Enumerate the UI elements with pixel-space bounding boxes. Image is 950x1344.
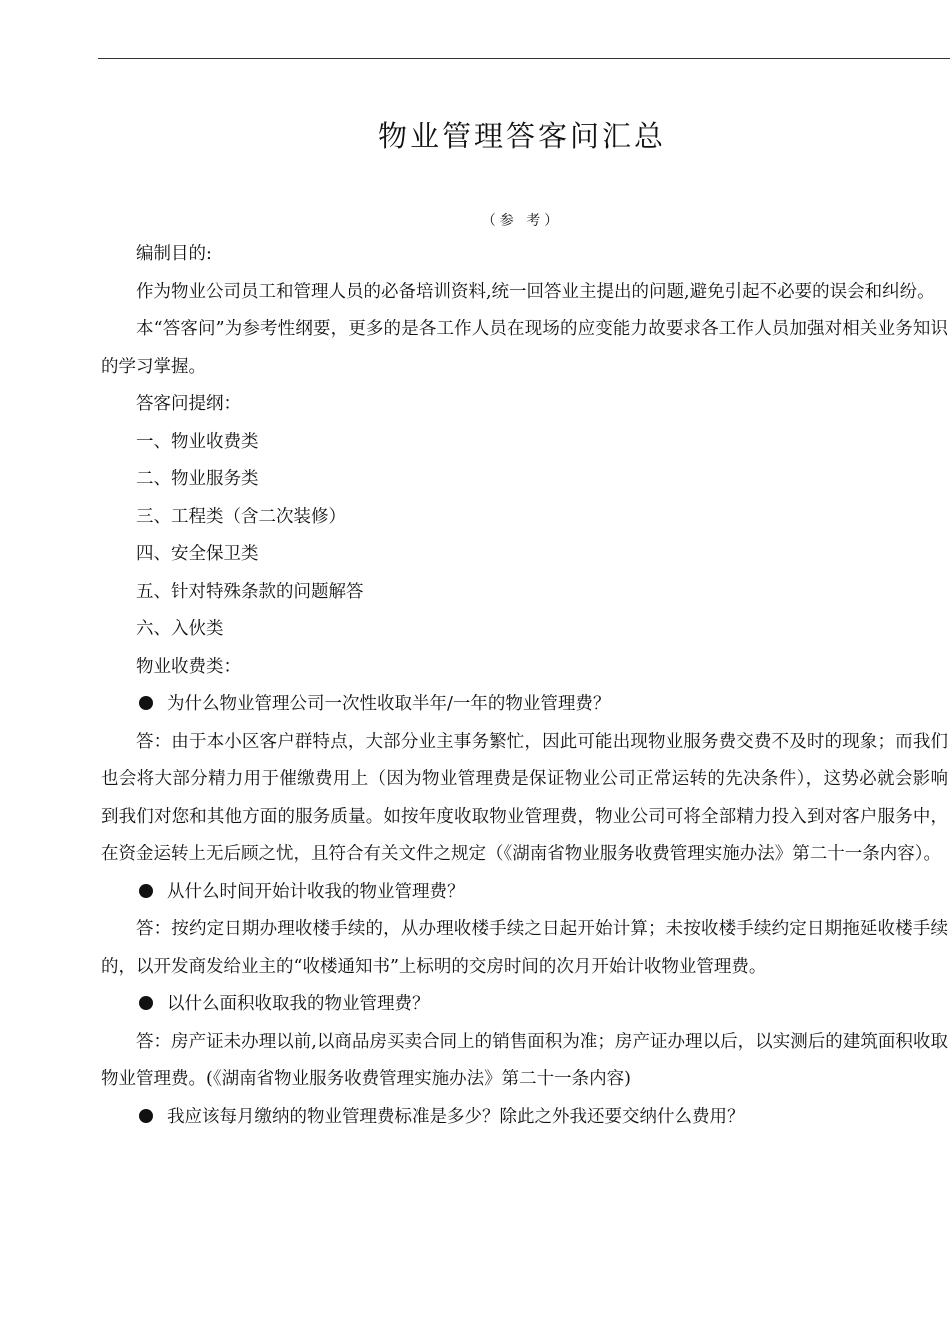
paragraph-text: 一、物业收费类 [136, 431, 259, 452]
bullet-dot-icon [139, 696, 153, 710]
paragraph-text: 答客问提纲： [136, 394, 241, 414]
question-text: 我应该每月缴纳的物业管理费标准是多少？除此之外我还要交纳什么费用？ [167, 1106, 745, 1127]
paragraph-text: 二、物业服务类 [136, 469, 259, 489]
document-body [101, 236, 948, 1136]
paragraph-text: 答：由于本小区客户群特点，大部分业主事务繁忙，因此可能出现物业服务费交费不及时的现象；而我们也会将大部分精力用于催缴费用上（因为物业管理费是保证物业公司正常运转的先决条件），这势必就会影响到我们对您和其他方面的服务质量。如按年度收取物业管理费，物业公司可将全部精力投入到对客户服务中，在资金运转上无后顾之忧，且符合有关文件之规定（《湖南省物业服务收费管理实施办法》第二十一条内容）。 [101, 731, 948, 864]
question-item [101, 686, 948, 724]
paragraph-text: 答：按约定日期办理收楼手续的，从办理收楼手续之日起开始计算；未按收楼手续约定日期拖延收楼手续的，以开发商发给业主的“收楼通知书”上标明的交房时间的次月开始计收物业管理费。 [101, 919, 948, 977]
bullet-dot-icon [139, 1109, 153, 1123]
paragraph-text: 本“答客问”为参考性纲要，更多的是各工作人员在现场的应变能力故要求各工作人员加强对相关业务知识的学习掌握。 [101, 319, 948, 377]
paragraph-text: 三、工程类（含二次装修） [136, 506, 346, 527]
question-text: 以什么面积收取我的物业管理费？ [167, 994, 430, 1014]
paragraph [101, 724, 948, 874]
paragraph-text: 答：房产证未办理以前,以商品房买卖合同上的销售面积为准；房产证办理以后，以实测后的建筑面积收取物业管理费。(《湖南省物业服务收费管理实施办法》第二十一条内容) [101, 1031, 948, 1089]
paragraph [101, 311, 948, 386]
paragraph-text: 物业收费类： [136, 656, 241, 677]
paragraph [101, 424, 948, 462]
paragraph [101, 1024, 948, 1099]
bullet-dot-icon [139, 884, 153, 898]
paragraph-text: 编制目的: [136, 244, 212, 264]
question-item [101, 1099, 948, 1137]
paragraph-text: 四、安全保卫类 [136, 544, 259, 564]
paragraph-text: 作为物业公司员工和管理人员的必备培训资料,统一回答业主提出的问题,避免引起不必要的误会和纠纷。 [136, 281, 935, 302]
paragraph-text: 六、入伙类 [136, 619, 224, 639]
paragraph [101, 649, 948, 687]
paragraph [101, 461, 948, 499]
question-text: 为什么物业管理公司一次性收取半年/一年的物业管理费？ [167, 694, 611, 714]
paragraph [101, 499, 948, 537]
paragraph [101, 386, 948, 424]
paragraph [101, 611, 948, 649]
question-item [101, 986, 948, 1024]
paragraph [101, 236, 948, 274]
document-title: 物业管理答客问汇总 [377, 119, 666, 153]
paragraph [101, 536, 948, 574]
document-subtitle: （参 考） [481, 213, 563, 229]
bullet-dot-icon [139, 996, 153, 1010]
paragraph-text: 五、针对特殊条款的问题解答 [136, 581, 364, 602]
question-item [101, 874, 948, 912]
paragraph [101, 574, 948, 612]
header-rule [98, 58, 950, 59]
paragraph [101, 274, 948, 312]
question-text: 从什么时间开始计收我的物业管理费？ [167, 881, 465, 902]
paragraph [101, 911, 948, 986]
